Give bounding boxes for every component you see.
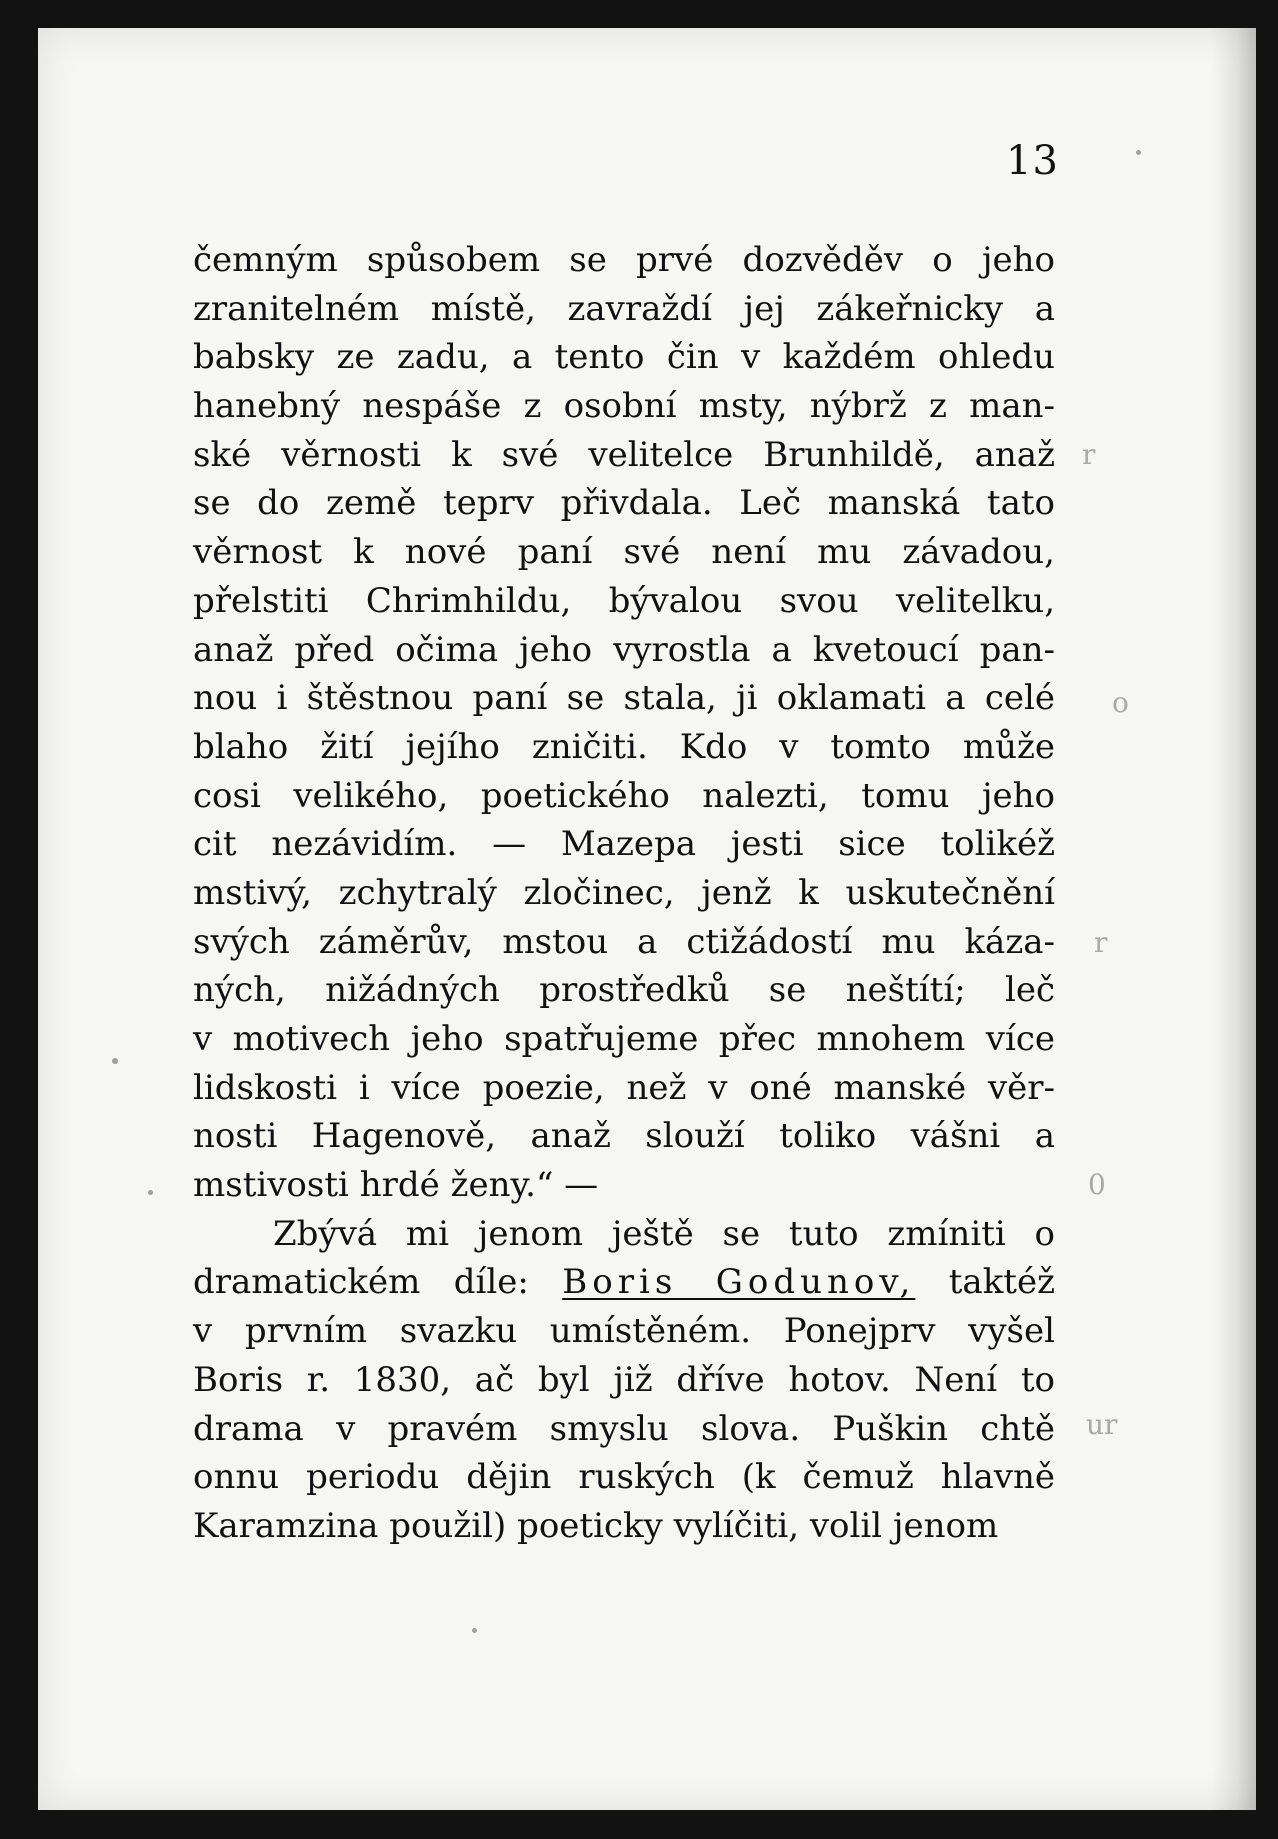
- text-line: čemným spůsobem se prvé dozvěděv o jeho: [193, 240, 1055, 280]
- text-line: [193, 1258, 1055, 1307]
- text-fragment: dramatickém díle:: [193, 1262, 563, 1303]
- text-line: onnu periodu dějin ruských (k čemuž hlavně: [193, 1457, 1055, 1498]
- text-line: zranitelném místě, zavraždí jej zákeřnicky a: [193, 288, 1055, 329]
- text-line: nosti Hagenově, anaž slouží toliko vášni a: [193, 1116, 1055, 1157]
- text-line: svých záměrův, mstou a ctižádostí mu káza-: [193, 921, 1055, 962]
- text-line: Boris r. 1830, ač byl již dříve hotov. Není to: [193, 1359, 1055, 1400]
- text-line: lidskosti i více poezie, než v oné manské věr-: [193, 1067, 1055, 1108]
- margin-annotation: r: [1094, 926, 1108, 959]
- margin-annotation: 0: [1088, 1168, 1106, 1201]
- page-edge-shadow: [1210, 28, 1256, 1810]
- text-line: v prvním svazku umístěném. Ponejprv vyšel: [193, 1311, 1055, 1352]
- text-fragment: taktéž: [915, 1262, 1056, 1303]
- text-line: mstivosti hrdé ženy.“ —: [193, 1165, 599, 1206]
- text-line: se do země teprv přivdala. Leč manská tato: [193, 483, 1055, 524]
- text-line: anaž před očima jeho vyrostla a kvetoucí pan-: [193, 629, 1055, 670]
- margin-annotation: ur: [1086, 1408, 1118, 1441]
- scan-speck: [472, 1628, 477, 1633]
- scan-speck: [148, 1190, 153, 1195]
- body-text: [193, 236, 1055, 1551]
- text-line: ných, nižádných prostředků se neštítí; leč: [193, 970, 1055, 1011]
- text-line: blaho žití jejího zničiti. Kdo v tomto může: [193, 726, 1055, 767]
- text-line: ské věrnosti k své velitelce Brunhildě, anaž: [193, 434, 1055, 475]
- text-line: věrnost k nové paní své není mu závadou,: [193, 532, 1055, 573]
- text-line: babsky ze zadu, a tento čin v každém ohledu: [193, 337, 1055, 378]
- paragraph-first-line: Zbývá mi jenom ještě se tuto zmíniti o: [273, 1213, 1055, 1254]
- text-line: drama v pravém smyslu slova. Puškin chtě: [193, 1408, 1055, 1449]
- scan-speck: [1136, 150, 1141, 155]
- text-line: v motivech jeho spatřujeme přec mnohem více: [193, 1019, 1055, 1059]
- margin-annotation: o: [1112, 686, 1129, 719]
- margin-annotation: r: [1082, 438, 1096, 471]
- text-line: Karamzina použil) poeticky vylíčiti, volil jenom: [193, 1505, 999, 1546]
- text-line: přelstiti Chrimhildu, bývalou svou velitelku,: [193, 580, 1055, 621]
- text-line: mstivý, zchytralý zločinec, jenž k uskutečnění: [193, 872, 1055, 913]
- scan-speck: [112, 1058, 118, 1064]
- text-line: cosi velikého, poetického nalezti, tomu jeho: [193, 775, 1055, 816]
- text-line: nou i štěstnou paní se stala, ji oklamati a celé: [193, 678, 1055, 719]
- work-title: Boris Godunov,: [562, 1262, 916, 1303]
- text-line: cit nezávidím. — Mazepa jesti sice tolikéž: [193, 824, 1055, 865]
- page-number: 13: [1006, 138, 1059, 184]
- text-line: hanebný nespáše z osobní msty, nýbrž z man-: [193, 386, 1055, 427]
